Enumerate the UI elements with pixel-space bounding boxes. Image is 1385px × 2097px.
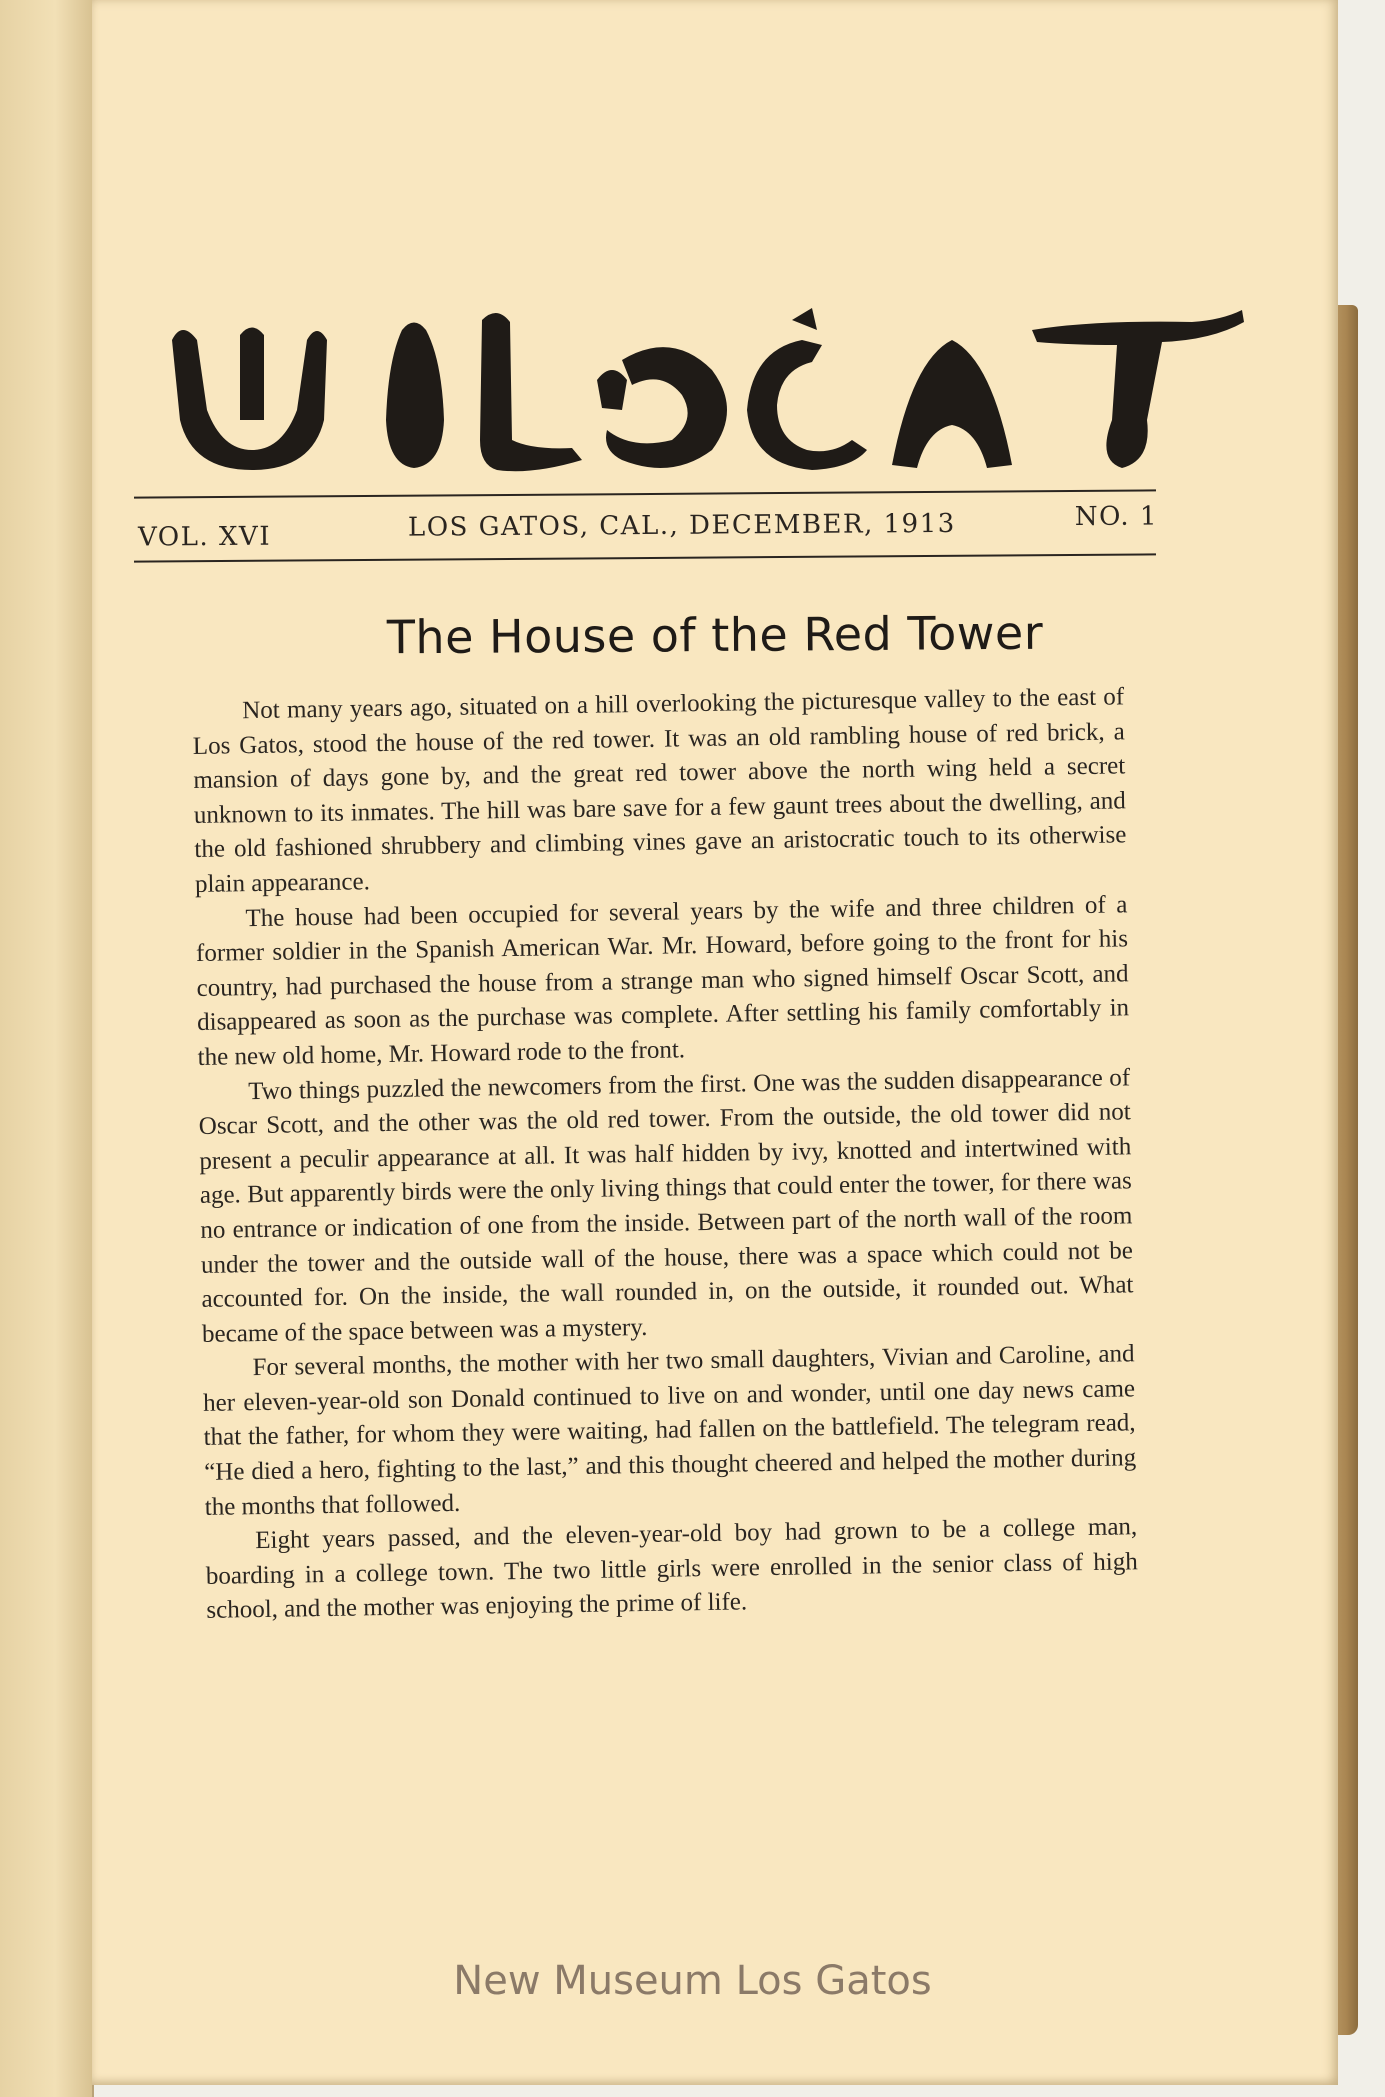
article-paragraph: Two things puzzled the newcomers from the first. One was the sudden disappearance of Oscar Scott, and the other was the old red tower. From the outside, the old tower did not present a peculir appearance at all. It was half hidden by ivy, knotted and intertwined with age. But apparently birds were the only living things that could enter the tower, for there was no entrance or indication of one from the inside. Between part of the north wall of the room under the tower and the outside wall of the house, there was a space which could not be accounted for. On the inside, the wall rounded in, on the outside, it rounded out. What became of the space between was a mystery.	[198, 1063, 1134, 1348]
article-paragraph: The house had been occupied for several years by the wife and three children of a former soldier in the Spanish American War. Mr. Howard, before going to the front for his country, had purchased the house from a strange man who signed himself Oscar Scott, and disappeared as soon as the purchase was complete. After settling his family comfortably in the new old home, Mr. Howard rode to the front.	[195, 890, 1130, 1071]
article-title: The House of the Red Tower	[386, 605, 1044, 665]
volume-label: VOL. XVI	[137, 521, 272, 553]
magazine-page	[92, 0, 1338, 2085]
issue-info-line	[138, 501, 1158, 552]
wild-cat-masthead-logo	[152, 300, 1252, 490]
facing-page-edge	[0, 0, 94, 2097]
article-paragraph: For several months, the mother with her two small daughters, Vivian and Caroline, and her eleven-year-old son Donald continued to live on and wonder, until one day news came that the father, for whom they were waiting, had fallen on the battlefield. The telegram read, “He died a hero, fighting to the last,” and this thought cheered and helped the mother during the months that followed.	[202, 1340, 1137, 1521]
masthead-bottom-rule	[134, 553, 1156, 562]
issue-number-label: NO. 1	[1074, 501, 1159, 533]
article-paragraph: Eight years passed, and the eleven-year-old boy had grown to be a college man, boarding in a college town. The two little girls were enrolled in the senior class of high school, and the mother was enjoying the prime of life.	[205, 1513, 1138, 1625]
museum-watermark: New Museum Los Gatos	[453, 1958, 932, 2004]
article-body	[192, 680, 1139, 1629]
place-date-label: LOS GATOS, CAL., DECEMBER, 1913	[407, 508, 956, 543]
masthead-top-rule	[134, 489, 1156, 498]
article-paragraph: Not many years ago, situated on a hill overlooking the picturesque valley to the east of Los Gatos, stood the house of the red tower. It was an old rambling house of red brick, a mansion of days gone by, and the great red tower above the north wing held a secret unknown to its inmates. The hill was bare save for a few gaunt trees about the dwelling, and the old fashioned shrubbery and climbing vines gave an aristocratic touch to its otherwise plain appearance.	[192, 683, 1127, 898]
